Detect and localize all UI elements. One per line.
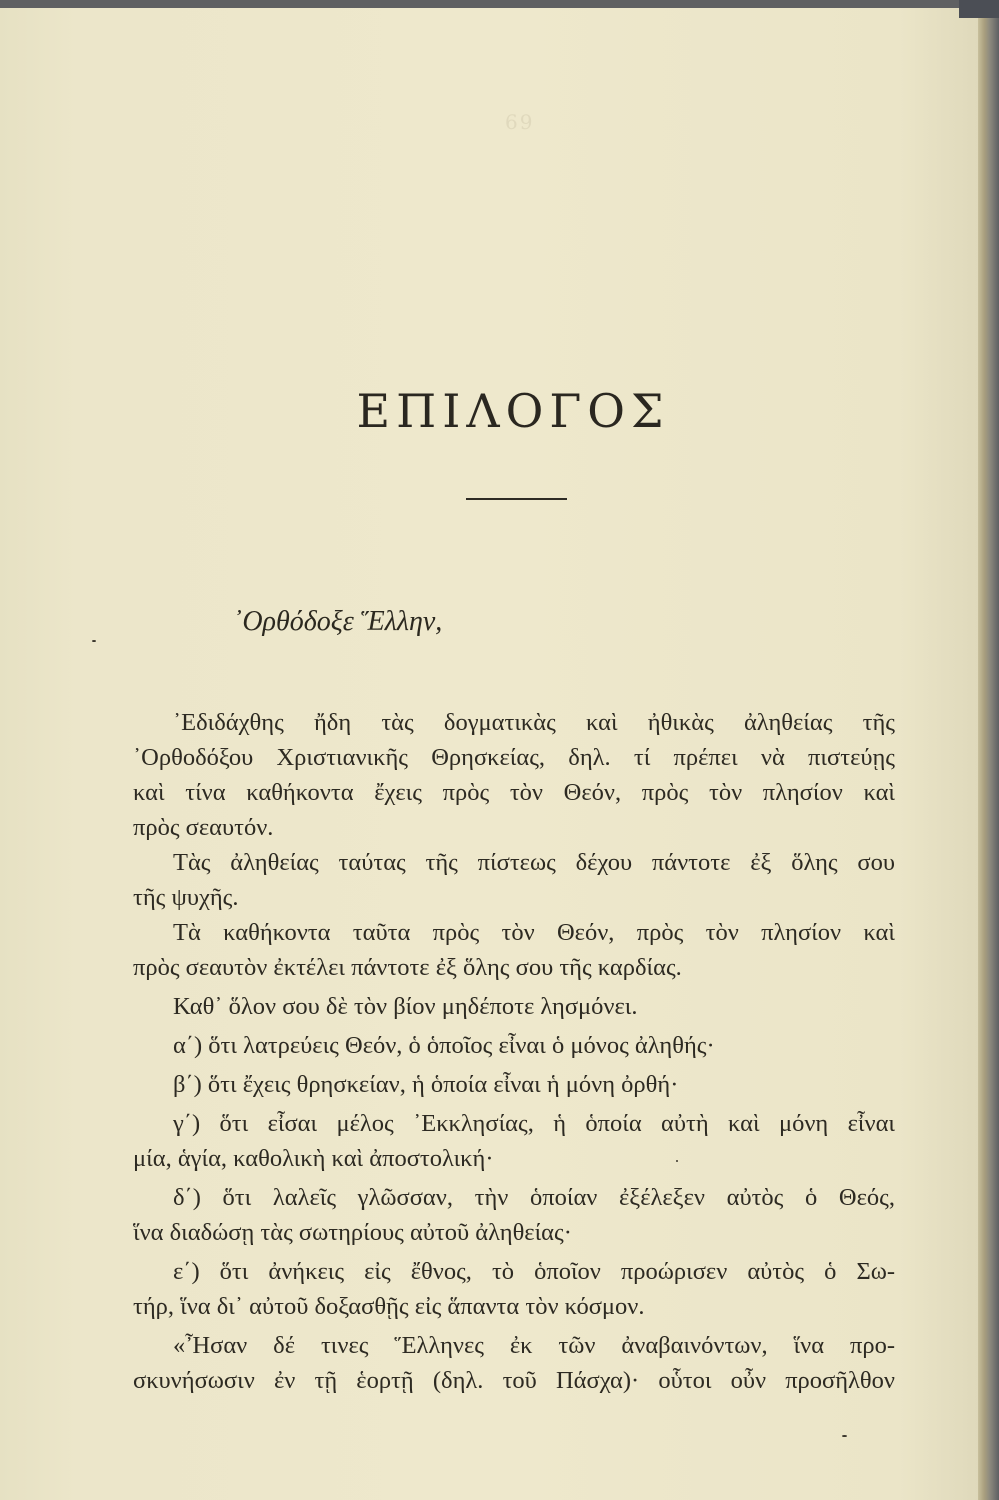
body-text	[133, 705, 895, 1398]
text-line: «Ἦσαν δέ τινες Ἕλληνες ἐκ τῶν ἀναβαινόντων, ἵνα προ-	[173, 1332, 895, 1359]
paper-speck	[842, 1435, 847, 1437]
text-line: μία, ἁγία, καθολικὴ καὶ ἀποστολική·	[133, 1145, 494, 1172]
text-line: Τὰ καθήκοντα ταῦτα πρὸς τὸν Θεόν, πρὸς τὸν πλησίον καὶ	[173, 919, 895, 946]
text-line: καὶ τίνα καθήκοντα ἔχεις πρὸς τὸν Θεόν, πρὸς τὸν πλησίον καὶ	[133, 779, 895, 806]
scan-corner	[959, 0, 999, 18]
text-line: γ΄) ὅτι εἶσαι μέλος ᾿Εκκλησίας, ἡ ὁποία αὐτὴ καὶ μόνη εἶναι	[173, 1110, 895, 1137]
text-line: ἵνα διαδώσῃ τὰς σωτηρίους αὐτοῦ ἀληθείας·	[133, 1219, 572, 1246]
text-line: ε΄) ὅτι ἀνήκεις εἰς ἔθνος, τὸ ὁποῖον προώρισεν αὐτὸς ὁ Σω-	[173, 1258, 895, 1285]
paper-speck	[92, 640, 96, 642]
text-line: πρὸς σεαυτόν.	[133, 814, 274, 841]
text-line: Τὰς ἀληθείας ταύτας τῆς πίστεως δέχου πάντοτε ἐξ ὅλης σου	[173, 849, 895, 876]
text-line: τῆς ψυχῆς.	[133, 884, 239, 911]
text-line: Καθ᾿ ὅλον σου δὲ τὸν βίον μηδέποτε λησμόνει.	[173, 993, 638, 1020]
chapter-title: ΕΠΙΛΟΓΟΣ	[356, 384, 670, 438]
salutation: ᾿Ορθόδοξε Ἕλλην,	[233, 606, 443, 637]
paper-speck	[676, 1160, 678, 1162]
page-number: 69	[505, 110, 535, 134]
book-spine-edge	[978, 0, 999, 1500]
text-line: πρὸς σεαυτὸν ἐκτέλει πάντοτε ἐξ ὅλης σου τῆς καρδίας.	[133, 954, 682, 981]
text-line: ᾿Ορθοδόξου Χριστιανικῆς Θρησκείας, δηλ. τί πρέπει νὰ πιστεύῃς	[133, 744, 895, 771]
text-line: α΄) ὅτι λατρεύεις Θεόν, ὁ ὁποῖος εἶναι ὁ μόνος ἀληθής·	[173, 1032, 715, 1059]
title-divider	[466, 498, 567, 500]
text-line: σκυνήσωσιν ἐν τῇ ἑορτῇ (δηλ. τοῦ Πάσχα)· οὗτοι οὖν προσῆλθον	[133, 1367, 895, 1394]
text-line: β΄) ὅτι ἔχεις θρησκείαν, ἡ ὁποία εἶναι ἡ μόνη ὀρθή·	[173, 1071, 679, 1098]
text-line: τήρ, ἵνα δι᾿ αὐτοῦ δοξασθῇς εἰς ἅπαντα τὸν κόσμον.	[133, 1293, 645, 1320]
text-line: δ΄) ὅτι λαλεῖς γλῶσσαν, τὴν ὁποίαν ἐξέλεξεν αὐτὸς ὁ Θεός,	[173, 1184, 895, 1211]
text-line: ᾿Εδιδάχθης ἤδη τὰς δογματικὰς καὶ ἠθικὰς ἀληθείας τῆς	[173, 709, 895, 736]
